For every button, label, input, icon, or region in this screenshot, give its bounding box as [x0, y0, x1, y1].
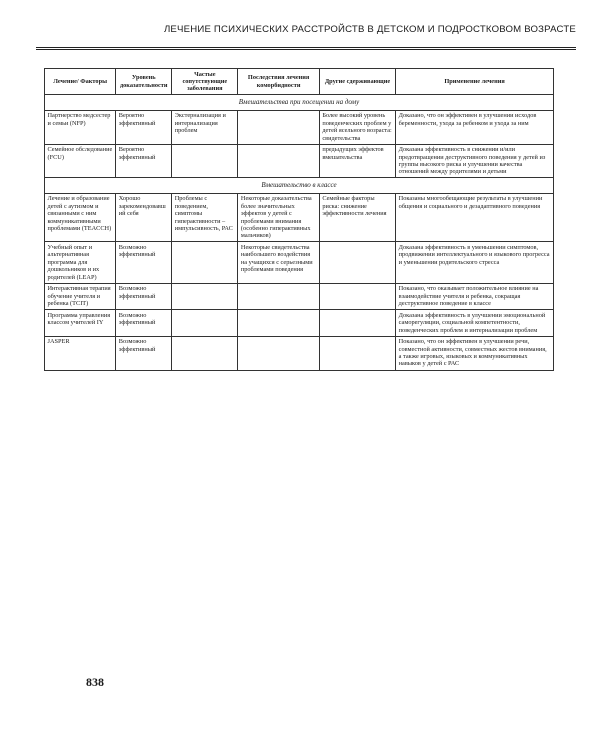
- table-row: [45, 242, 554, 283]
- table-cell: Семейные факторы риска: снижение эффективности лечения: [319, 193, 395, 242]
- page-number: 838: [86, 675, 104, 689]
- table-row: [45, 193, 554, 242]
- table-cell: Экстернализация и интернализация проблем: [172, 110, 238, 144]
- table-cell: предыдущих эффектов вмешательства: [319, 144, 395, 178]
- header-cell: Применение лечения: [396, 69, 554, 95]
- section-title: Вмешательства при посещении на дому: [45, 95, 554, 110]
- table-cell: [319, 336, 395, 370]
- table-cell: Учебный опыт и альтернативная программа для дошкольников и их родителей (LEAP): [45, 242, 116, 283]
- table-cell: Доказана эффективность в снижении и/или предотвращении деструктивного поведения у детей из группы высокого риска и улучшении качества отношений между родителями и детьми: [396, 144, 554, 178]
- table-row: [45, 283, 554, 309]
- table-cell: [238, 110, 319, 144]
- table-cell: [172, 310, 238, 336]
- table-cell: [238, 310, 319, 336]
- table-cell: Некоторые свидетельства наибольшего воздействия на учащихся с серьезными проблемами поведения: [238, 242, 319, 283]
- table-cell: [172, 283, 238, 309]
- treatment-table-wrapper: [44, 68, 554, 708]
- table-cell: Партнерство медсестер и семьи (NFP): [45, 110, 116, 144]
- table-cell: Возможно эффективный: [116, 242, 172, 283]
- table-cell: Возможно эффективный: [116, 310, 172, 336]
- table-cell: Лечение и образование детей с аутизмом и связанными с ним коммуникативными проблемами (TEACCH): [45, 193, 116, 242]
- header-cell: Уровень доказательности: [116, 69, 172, 95]
- table-body: [45, 95, 554, 370]
- table-cell: Вероятно эффективный: [116, 110, 172, 144]
- table-cell: [319, 283, 395, 309]
- table-cell: Возможно эффективный: [116, 336, 172, 370]
- table-cell: Проблемы с поведением, симптомы гиперактивности – импульсивность, РАС: [172, 193, 238, 242]
- header-cell: Другие сдерживающие: [319, 69, 395, 95]
- header-cell: Последствия лечения коморбидности: [238, 69, 319, 95]
- table-row: [45, 310, 554, 336]
- section-row: [45, 178, 554, 193]
- section-row: [45, 95, 554, 110]
- table-cell: Показаны многообещающие результаты в улучшении общения и социального и дезадаптивного поведения: [396, 193, 554, 242]
- table-cell: [172, 336, 238, 370]
- table-cell: [238, 283, 319, 309]
- header-row: [45, 69, 554, 95]
- table-row: [45, 110, 554, 144]
- table-head: [45, 69, 554, 95]
- table-cell: Доказано, что он эффективен в улучшении исходов беременности, ухода за ребенком и ухода за ним: [396, 110, 554, 144]
- running-header: ЛЕЧЕНИЕ ПСИХИЧЕСКИХ РАССТРОЙСТВ В ДЕТСКОМ И ПОДРОСТКОВОМ ВОЗРАСТЕ: [36, 20, 576, 50]
- table-cell: JASPER: [45, 336, 116, 370]
- table-cell: Показано, что он эффективен в улучшении речи, совместной активности, совместных жестов внимания, а также игровых, языковых и коммуникативных навыков у детей с РАС: [396, 336, 554, 370]
- header-cell: Частые сопутствующие заболевания: [172, 69, 238, 95]
- table-cell: Интерактивная терапия обучение учителя и ребенка (TCIT): [45, 283, 116, 309]
- treatment-table: [44, 68, 554, 371]
- table-row: [45, 144, 554, 178]
- table-cell: [172, 144, 238, 178]
- table-cell: [238, 144, 319, 178]
- table-cell: Показано, что оказывает положительное влияние на взаимодействие учителя и ребенка, сокращая деструктивное поведение в классе: [396, 283, 554, 309]
- table-cell: Семейное обследование (FCU): [45, 144, 116, 178]
- table-cell: [319, 310, 395, 336]
- section-title: Вмешательство в классе: [45, 178, 554, 193]
- table-cell: Возможно эффективный: [116, 283, 172, 309]
- table-cell: Хорошо зарекомендовавший себя: [116, 193, 172, 242]
- table-cell: Вероятно эффективный: [116, 144, 172, 178]
- table-cell: [172, 242, 238, 283]
- table-cell: [238, 336, 319, 370]
- table-cell: [319, 242, 395, 283]
- header-cell: Лечение/ Факторы: [45, 69, 116, 95]
- table-cell: Некоторые доказательства более значительных эффектов у детей с проблемами внимания (особенно гиперактивных мальчиков): [238, 193, 319, 242]
- table-cell: Более высокий уровень поведенческих проблем у детей ясельного возраста: свидетельства: [319, 110, 395, 144]
- table-cell: Доказана эффективность в улучшении эмоциональной саморегуляции, социальной компетентности, поведенческих проблем и интернализации проблем: [396, 310, 554, 336]
- table-row: [45, 336, 554, 370]
- table-cell: Программа управления классом учителей IY: [45, 310, 116, 336]
- table-cell: Доказана эффективность в уменьшении симптомов, продвижении интеллектуального и языкового прогресса и уменьшении родительского стресса: [396, 242, 554, 283]
